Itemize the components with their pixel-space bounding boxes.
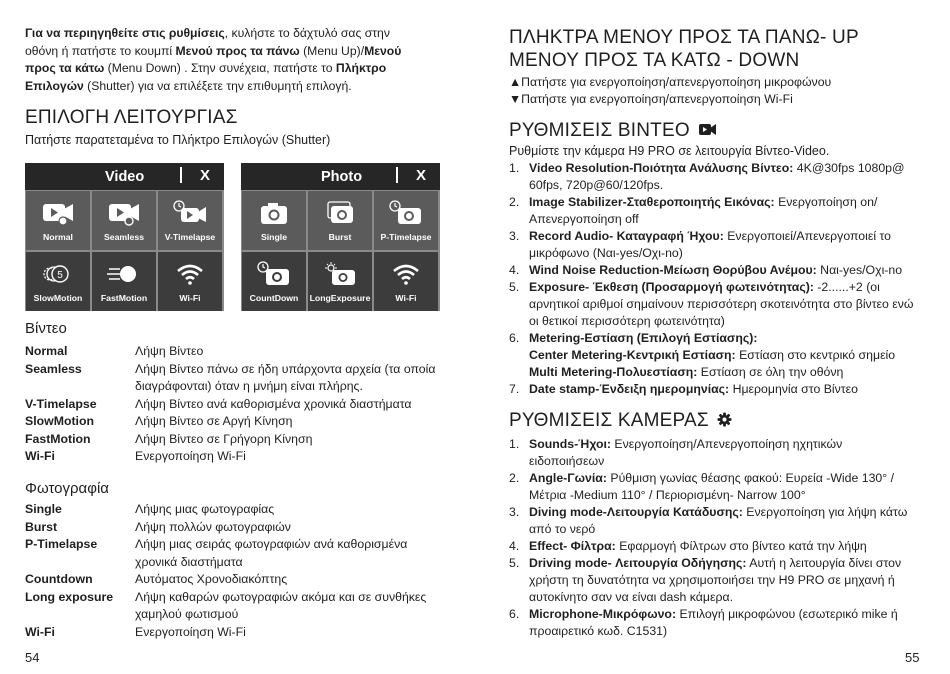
term: Long exposure [25,589,114,604]
term: Normal [25,344,68,358]
term: SlowMotion [25,414,94,428]
item-term: Driving mode- Λειτουργία Οδήγησης: [529,556,747,570]
mode-label: Burst [328,232,352,242]
list-item [509,330,919,347]
term: Wi-Fi [25,449,55,463]
mode-v-timelapse[interactable] [158,191,222,250]
item-term: Wind Noise Reduction-Μείωση Θορύβου Ανέμου: [529,263,817,277]
mode-label: Single [260,232,288,242]
mode-countdown[interactable] [242,252,306,311]
item-term: Exposure- Έκθεση (Προσαρμογή φωτεινότητας): [529,280,814,294]
item-text: Ενεργοποίηση/Απενεργοποίηση ηχητικών ειδοποιήσεων [529,437,843,468]
mode-label: P-Timelapse [380,232,432,242]
camera-settings-heading [509,410,732,432]
mode-wifi[interactable] [374,252,438,311]
gear-icon [717,412,732,427]
definition: Λήψης μιας φωτογραφίας [135,502,275,516]
camera-settings-list [509,436,919,640]
video-panel-header [25,163,224,190]
list-item [509,436,919,470]
long-exposure-icon [322,261,358,287]
item-number: 6. [509,607,520,621]
definition: Λήψη Βίντεο [135,344,204,358]
mode-select-heading: ΕΠΙΛΟΓΗ ΛΕΙΤΟΥΡΓΙΑΣ [25,107,238,128]
down-key-line: ▼Πατήστε για ενεργοποίηση/απενεργοποίηση Wi-Fi [509,92,793,106]
item-term: Sounds-Ήχοι: [529,437,611,451]
definition-row [25,361,445,396]
mode-single[interactable] [242,191,306,250]
mode-select-subtitle: Πατήστε παρατεταμένα το Πλήκτρο Επιλογών (Shutter) [25,133,331,147]
definition-row [25,396,445,414]
list-item [509,364,919,381]
definition-row [25,448,445,466]
intro-bold-7: Πλήκτρο Επιλογών [25,61,387,93]
photo-mode-panel [241,163,440,311]
item-text: Ενεργοποίηση για λήψη κάτω από το νερό [529,505,908,536]
mode-label: Wi-Fi [179,293,201,303]
item-term: Record Audio- Καταγραφή Ήχου: [529,229,724,243]
list-item [509,279,919,330]
right-page [509,0,929,674]
countdown-camera-icon [256,261,292,287]
item-text: -2......+2 (οι αρνητικοί αριθμοί σημαίνουν περισσότερη σκοτεινότητα στο βίντεο ενώ οι θετικοί περισσότερη φωτεινότητα) [529,280,914,328]
intro-bold-3: Μενού προς τα πάνω [175,43,300,58]
page-number: 54 [25,650,40,665]
item-term: Video Resolution-Ποιότητα Ανάλυσης Βίντεο: [529,161,794,175]
list-item [509,262,919,279]
item-text: Ενεργοποίηση on/ Απενεργοποίηση off [529,195,878,226]
intro-text-8: (Shutter) για να επιλέξετε την επιθυμητή επιλογή. [83,78,352,93]
mode-burst[interactable] [308,191,372,250]
photo-timer-icon [388,200,424,226]
item-number: 5. [509,556,520,570]
wifi-icon [172,261,208,287]
mode-label: CountDown [249,293,299,303]
intro-text-6: (Menu Down) . Στην συνέχεια, πατήστε το [104,61,336,75]
list-item [509,194,919,228]
item-term: Angle-Γωνία: [529,471,607,485]
definition-row [25,589,445,624]
definition: Λήψη Βίντεο σε Αργή Κίνηση [135,414,293,428]
photo-mode-list [25,501,445,641]
term: Wi-Fi [25,624,55,639]
item-text: Αυτή η λειτουργία δίνει στον χρήστη τη δυνατότητα να χρησιμοποιήσει την H9 PRO σε μηχανή ή αυτοκίνητο σαν να είναι dash κάμερα. [529,556,902,604]
slow-motion-icon [40,261,76,287]
wifi-icon [388,261,424,287]
keys-heading-line-1: ΠΛΗΚΤΡΑ ΜΕΝΟΥ ΠΡΟΣ ΤΑ ΠΑΝΩ- UP [509,27,859,48]
video-mode-list [25,343,445,466]
definition-row [25,571,445,589]
item-text: Ναι-yes/Οχι-no [816,263,903,277]
item-text: Εστίαση σε όλη την οθόνη [697,365,844,379]
definition: Λήψη πολλών φωτογραφιών [135,519,291,534]
definition: Λήψη Βίντεο ανά καθορισμένα χρονικά διαστήματα [135,396,412,411]
intro-bold-5: Μενού προς τα κάτω [25,43,402,75]
camera-settings-title: ΡΥΘΜΙΣΕΙΣ ΚΑΜΕΡΑΣ [509,410,709,431]
item-term: Date stamp-Ένδειξη ημερομηνίας: [529,382,730,396]
mode-label: FastMotion [100,293,148,303]
item-number: 3. [509,229,520,243]
photo-section-title: Φωτογραφία [25,480,109,497]
video-panel-title: Video [105,169,145,185]
item-text: 4K@30fps 1080p@ 60fps, 720p@60/120fps. [529,161,905,192]
item-term: Effect- Φίλτρα: [529,539,616,553]
definition-row [25,343,445,361]
list-item [509,470,919,504]
mode-label: SlowMotion [33,293,83,303]
mode-fastmotion[interactable] [92,252,156,311]
header-divider [396,167,398,183]
list-item [509,538,919,555]
term: Burst [25,519,58,534]
list-item [509,504,919,538]
video-settings-title: ΡΥΘΜΙΣΕΙΣ ΒΙΝΤΕΟ [509,120,690,141]
mode-label: Wi-Fi [395,293,417,303]
mode-label: LongExposure [309,293,371,303]
video-section-title: Βίντεο [25,320,67,337]
list-item [509,160,919,194]
item-number: 1. [509,437,520,451]
item-number: 5. [509,280,520,294]
mode-label: Normal [43,232,73,242]
item-text: Ημερομηνία στο Βίντεο [729,382,858,396]
definition-row [25,413,445,431]
definition: Λήψη Βίντεο πάνω σε ήδη υπάρχοντα αρχεία (τα οποία διαγράφονται) όταν η μνήμη είναι πλήρης. [135,361,436,393]
list-item [509,228,919,262]
definition: Λήψη Βίντεο σε Γρήγορη Κίνηση [135,431,313,446]
term: Single [25,502,62,516]
item-term: Multi Metering-Πολυεστίαση: [529,365,698,379]
list-item [509,555,919,606]
page-number: 55 [905,650,920,665]
term: V-Timelapse [25,396,97,411]
item-number: 1. [509,161,520,175]
term: P-Timelapse [25,537,98,551]
definition-row [25,624,445,642]
item-term: Center Metering-Κεντρική Εστίαση: [529,348,736,362]
intro-text-2: , κυλήστε το δάχτυλό σας στην οθόνη ή πατήστε το κουμπί [25,26,390,58]
mode-longexposure[interactable] [308,252,372,311]
item-text: Επιλογή μικροφώνου (εσωτερικό mike ή προαιρετικό κωδ. C1531) [529,607,898,638]
video-timer-icon [172,200,208,226]
item-number: 2. [509,471,520,485]
photo-panel-title: Photo [321,169,363,185]
definition: Λήψη καθαρών φωτογραφιών ακόμα και σε συνθήκες χαμηλού φωτισμού [135,589,427,621]
fast-motion-icon [106,261,142,287]
mode-slowmotion[interactable] [26,252,90,311]
arrow-keys-info [509,74,831,108]
video-settings-heading [509,120,718,142]
intro-bold-1: Για να περιηγηθείτε στις ρυθμίσεις [25,26,225,40]
item-number: 3. [509,505,520,519]
definition-row [25,431,445,449]
item-number: 4. [509,539,520,553]
header-divider [180,167,182,183]
definition: Ενεργοποίηση Wi-Fi [135,449,246,463]
item-text: Ενεργοποιεί/Απενεργοποιεί το μικρόφωνο (Ναι-yes/Οχι-no) [529,229,892,260]
definition-row [25,536,445,571]
intro-paragraph [25,25,425,95]
mode-p-timelapse[interactable] [374,191,438,250]
definition: Αυτόματος Χρονοδιακόπτης [135,572,288,586]
item-number: 2. [509,195,520,209]
video-camera-loop-icon [106,200,142,226]
item-text: Εφαρμογή Φίλτρων στο βίντεο κατά την λήψη [615,539,867,553]
item-term: Microphone-Μικρόφωνο: [529,607,677,621]
up-key-line: ▲Πατήστε για ενεργοποίηση/απενεργοποίηση μικροφώνου [509,75,832,89]
intro-text-4: (Menu Up)/ [299,43,365,58]
item-term: Image Stabilizer-Σταθεροποιητής Εικόνας: [529,195,775,209]
definition-row [25,519,445,537]
definition: Λήψη μιας σειράς φωτογραφιών ανά καθορισμένα χρονικά διαστήματα [135,537,408,569]
item-text: Εστίαση στο κεντρικό σημείο [735,348,896,362]
video-camera-gear-icon [40,200,76,226]
close-icon[interactable]: X [200,167,211,184]
mode-label: Seamless [103,232,145,242]
list-item [509,347,919,364]
item-number: 7. [509,382,520,396]
mode-label: V-Timelapse [164,232,216,242]
item-term: Diving mode-Λειτουργία Κατάδυσης: [529,505,743,519]
item-text: Ρύθμιση γωνίας θέασης φακού: Ευρεία -Wide 130° / Μέτρια -Medium 110° / Περιορισμένη- Narrow 100° [529,471,895,502]
video-settings-list [509,160,919,398]
mode-normal[interactable] [26,191,90,250]
camera-icon [256,200,292,226]
term: Seamless [25,361,82,376]
item-term: Metering-Εστίαση (Επιλογή Εστίασης): [529,331,758,345]
video-mode-panel [25,163,224,311]
definition: Ενεργοποίηση Wi-Fi [135,624,246,639]
photo-panel-header [241,163,440,190]
definition-row [25,501,445,519]
keys-heading-line-2: ΜΕΝΟΥ ΠΡΟΣ ΤΑ ΚΑΤΩ - DOWN [509,50,800,71]
left-page [25,0,445,674]
svg-text:5: 5 [57,270,63,281]
close-icon[interactable]: X [416,167,427,184]
list-item [509,381,919,398]
burst-camera-icon [322,200,358,226]
mode-wifi[interactable] [158,252,222,311]
mode-seamless[interactable] [92,191,156,250]
term: Countdown [25,572,93,586]
list-item [509,606,919,640]
term: FastMotion [25,431,91,446]
video-camera-icon [698,122,718,137]
item-number: 4. [509,263,520,277]
video-settings-subtitle: Ρυθμίστε την κάμερα H9 PRO σε λειτουργία Βίντεο-Video. [509,144,830,158]
item-number: 6. [509,331,520,345]
